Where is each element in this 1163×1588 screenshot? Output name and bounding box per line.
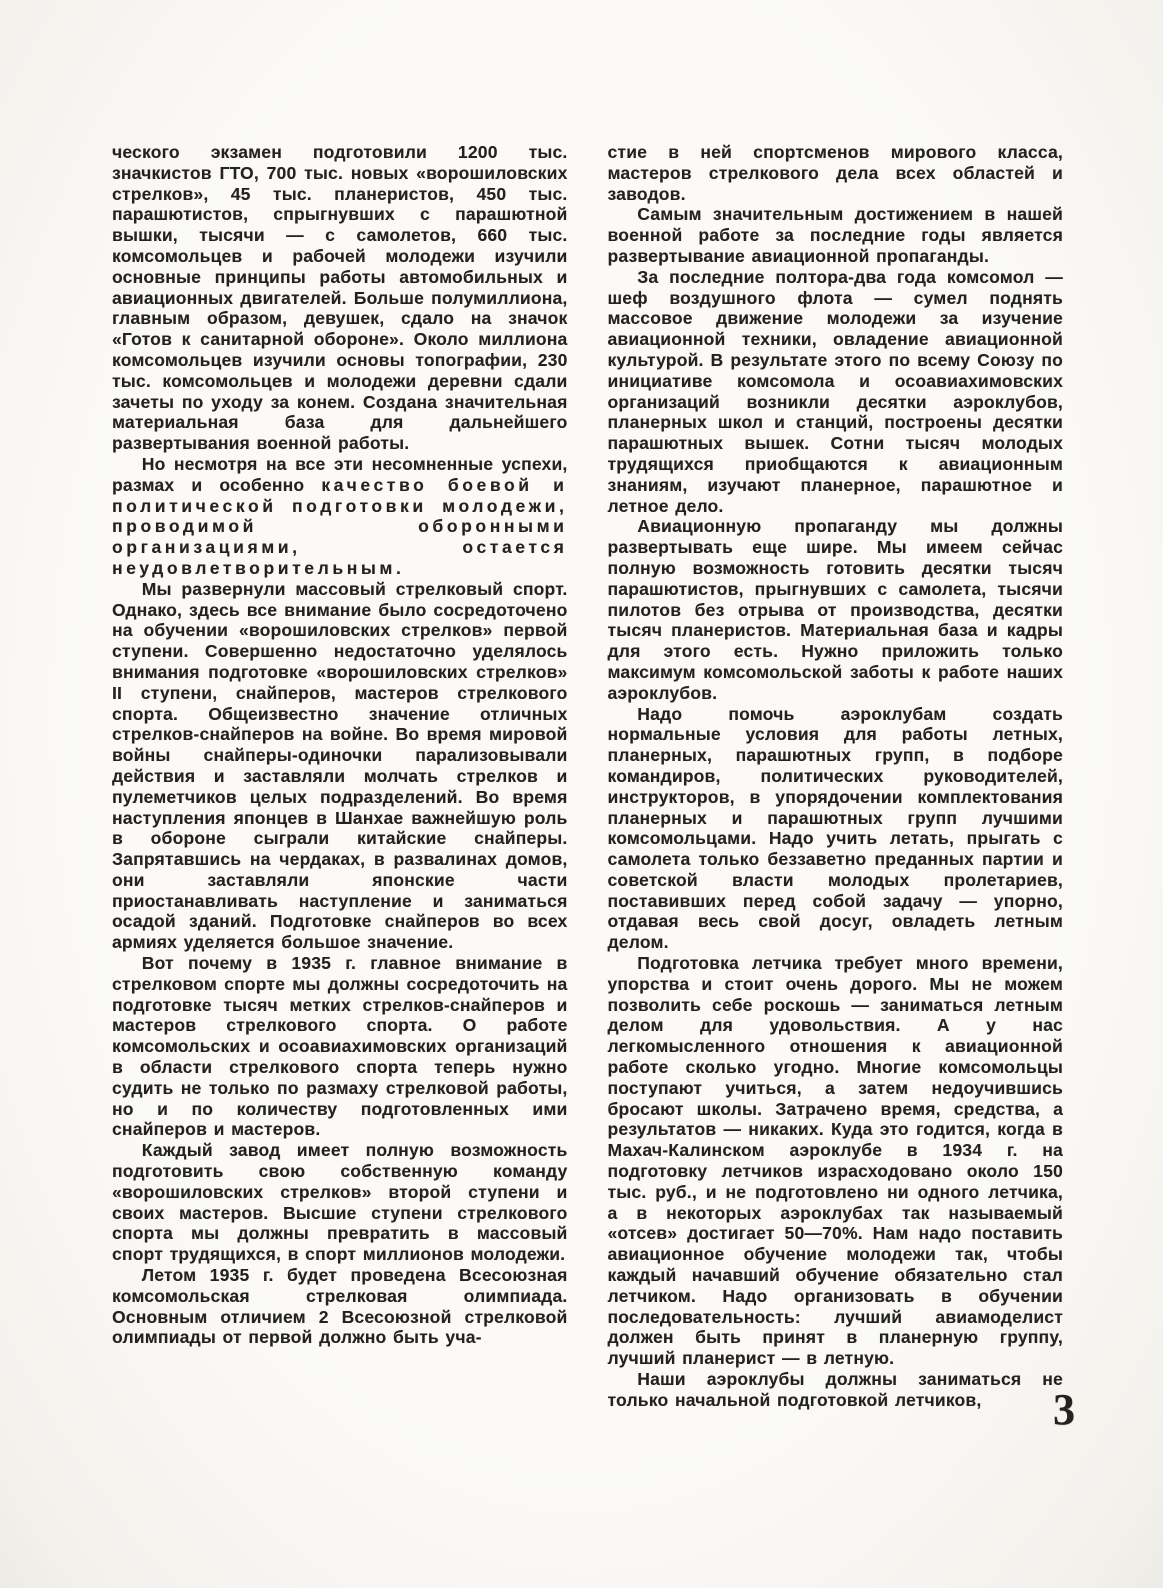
letterspaced-emphasis: качество боевой и политической подготовки молодежи, проводимой оборонными организациями, остается неудовлетворительным. [112,474,568,578]
left-column [112,142,568,1411]
paragraph: Авиационную пропаганду мы должны развертывать еще шире. Мы имеем сейчас полную возможность готовить десятки тысяч парашютистов, прыгнувших с самолета, тысячи пилотов без отрыва от производства, десятки тысяч планеристов. Материальная база и кадры для этого есть. Нужно приложить только максимум комсомольской заботы к работе наших аэроклубов. [607,516,1063,703]
paragraph-text: Но несмотря на все эти несомненные успехи, размах и особенно [112,453,568,495]
paragraph: Мы развернули массовый стрелковый спорт. Однако, здесь все внимание было сосредоточено на обучении «ворошиловских стрелков» первой ступени. Совершенно недостаточно уделялось внимания подготовке «ворошиловских стрелков» II ступени, снайперов, мастеров стрелкового спорта. Общеизвестно значение отличных стрелков-снайперов на войне. Во время мировой войны снайперы-одиночки парализовывали действия и заставляли молчать стрелков и пулеметчиков целых подразделений. Во время наступления японцев в Шанхае важнейшую роль в обороне сыграли китайские снайперы. Запрятавшись на чердаках, в развалинах домов, они заставляли японские части приостанавливать наступление и заниматься осадой зданий. Подготовке снайперов во всех армиях уделяется большое значение. [112,578,568,953]
paragraph: Самым значительным достижением в нашей военной работе за последние годы является развертывание авиационной пропаганды. [607,204,1063,266]
right-column [608,142,1064,1411]
paragraph-emphasized [112,454,568,579]
paragraph-continuation: стие в ней спортсменов мирового класса, мастеров стрелкового дела всех областей и заводов. [607,142,1063,204]
paragraph: За последние полтора-два года комсомол — шеф воздушного флота — сумел поднять массовое движение молодежи за изучение авиационной техники, овладение авиационной культурой. В результате этого по всему Союзу по инициативе комсомола и осоавиахимовских организаций возникли десятки аэроклубов, планерных школ и станций, построены десятки парашютных вышек. Сотни тысяч молодых трудящихся приобщаются к авиационным знаниям, изучают планерное, парашютное и летное дело. [607,266,1063,516]
paragraph: Наши аэроклубы должны заниматься не только начальной подготовкой летчиков, [607,1369,1063,1410]
page-number: 3 [1053,1385,1075,1434]
paragraph-continuation: ческого экзамен подготовили 1200 тыс. значкистов ГТО, 700 тыс. новых «ворошиловских стрелков», 45 тыс. планеристов, 450 тыс. парашютистов, спрыгнувших с парашютной вышки, тысячи — с самолетов, 660 тыс. комсомольцев и рабочей молодежи изучили основные принципы работы автомобильных и авиационных двигателей. Больше полумиллиона, главным образом, девушек, сдало на значок «Готов к санитарной обороне». Около миллиона комсомольцев изучили основы топографии, 230 тыс. комсомольцев и молодежи деревни сдали зачеты по уходу за конем. Создана значительная материальная база для дальнейшего развертывания военной работы. [112,142,568,454]
paragraph: Надо помочь аэроклубам создать нормальные условия для работы летных, планерных, парашютных групп, в подборе командиров, политических руководителей, инструкторов, в упорядочении комплектования планерных и парашютных групп лучшими комсомольцами. Надо учить летать, прыгать с самолета только беззаветно преданных партии и советской власти молодых пролетариев, поставивших перед собой задачу — упорно, отдавая весь свой досуг, овладеть летным делом. [607,703,1063,953]
paragraph: Вот почему в 1935 г. главное внимание в стрелковом спорте мы должны сосредоточить на подготовке тысяч метких стрелков-снайперов и мастеров стрелкового спорта. О работе комсомольских и осоавиахимовских организаций в области стрелкового спорта теперь нужно судить не только по размаху стрелковой работы, но и по количеству подготовленных ими снайперов и мастеров. [112,953,568,1140]
paragraph: Каждый завод имеет полную возможность подготовить свою собственную команду «ворошиловских стрелков» второй ступени и своих мастеров. Высшие ступени стрелкового спорта мы должны превратить в массовый спорт трудящихся, в спорт миллионов молодежи. [112,1140,568,1265]
paragraph: Подготовка летчика требует много времени, упорства и стоит очень дорого. Мы не можем позволить себе роскошь — заниматься летным делом для удовольствия. А у нас легкомысленного отношения к авиационной работе сколько угодно. Многие комсомольцы поступают учиться, а затем недоучившись бросают школы. Затрачено время, средства, а результатов — никаких. Куда это годится, когда в Махач-Калинском аэроклубе в 1934 г. на подготовку летчиков израсходовано около 150 тыс. руб., и не подготовлено ни одного летчика, а в некоторых аэроклубах так называемый «отсев» достигает 50—70%. Нам надо поставить авиационное обучение молодежи так, чтобы каждый начавший обучение обязательно стал летчиком. Надо организовать в обучении последовательность: лучший авиамоделист должен быть принят в планерную группу, лучший планерист — в летную. [607,953,1063,1369]
paragraph: Летом 1935 г. будет проведена Всесоюзная комсомольская стрелковая олимпиада. Основным отличием 2 Всесоюзной стрелковой олимпиады от первой должно быть уча- [112,1265,568,1348]
page-body [112,142,1063,1411]
